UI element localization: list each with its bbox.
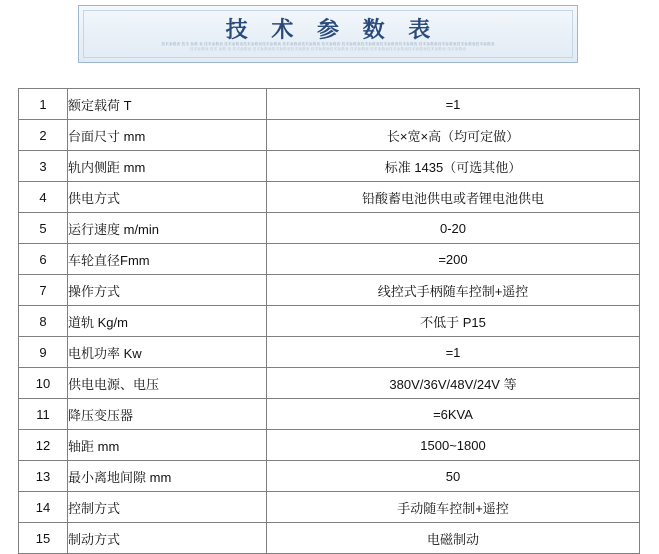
row-index: 11 bbox=[19, 399, 68, 430]
row-value: =6KVA bbox=[267, 399, 640, 430]
row-index: 3 bbox=[19, 151, 68, 182]
table-row bbox=[19, 523, 640, 554]
row-name: 车轮直径Fmm bbox=[68, 244, 267, 275]
row-value: 电磁制动 bbox=[267, 523, 640, 554]
table-row bbox=[19, 368, 640, 399]
banner-subtitle-line2: 技术参数表 技术 参数 表 技术参数表 技术参数表技术参数表技术参数表 技术参数表技术参数表 技术参数表 技术参数表技术参数表技术参数表技术参数表 技术参数表 bbox=[189, 47, 467, 51]
row-value: 1500~1800 bbox=[267, 430, 640, 461]
row-value: =200 bbox=[267, 244, 640, 275]
row-name: 制动方式 bbox=[68, 523, 267, 554]
row-index: 4 bbox=[19, 182, 68, 213]
spec-table-body bbox=[19, 89, 640, 554]
row-index: 9 bbox=[19, 337, 68, 368]
row-name: 轴距 mm bbox=[68, 430, 267, 461]
row-index: 5 bbox=[19, 213, 68, 244]
row-value: 长×宽×高（均可定做） bbox=[267, 120, 640, 151]
row-value: =1 bbox=[267, 89, 640, 120]
spec-table bbox=[18, 88, 640, 554]
row-name: 控制方式 bbox=[68, 492, 267, 523]
banner-subtitle-line1: 技术参数表 技术 参数 表 技术参数表 技术参数表技术参数表技术参数表 技术参数表技术参数表 技术参数表 技术参数表技术参数表技术参数表技术参数表 技术参数表技术参数表技术参数表技术参数表 bbox=[161, 42, 495, 46]
row-index: 7 bbox=[19, 275, 68, 306]
row-name: 供电方式 bbox=[68, 182, 267, 213]
row-index: 10 bbox=[19, 368, 68, 399]
row-value: 铅酸蓄电池供电或者锂电池供电 bbox=[267, 182, 640, 213]
row-name: 轨内侧距 mm bbox=[68, 151, 267, 182]
banner-subtitle bbox=[91, 42, 565, 52]
row-value: 不低于 P15 bbox=[267, 306, 640, 337]
title-banner bbox=[78, 5, 578, 63]
table-row bbox=[19, 213, 640, 244]
table-row bbox=[19, 461, 640, 492]
table-row bbox=[19, 430, 640, 461]
row-index: 12 bbox=[19, 430, 68, 461]
row-name: 操作方式 bbox=[68, 275, 267, 306]
row-name: 供电电源、电压 bbox=[68, 368, 267, 399]
row-index: 13 bbox=[19, 461, 68, 492]
row-index: 1 bbox=[19, 89, 68, 120]
row-index: 2 bbox=[19, 120, 68, 151]
row-name: 降压变压器 bbox=[68, 399, 267, 430]
row-index: 8 bbox=[19, 306, 68, 337]
table-row bbox=[19, 399, 640, 430]
table-row bbox=[19, 492, 640, 523]
table-row bbox=[19, 120, 640, 151]
table-row bbox=[19, 182, 640, 213]
row-name: 电机功率 Kw bbox=[68, 337, 267, 368]
row-value: =1 bbox=[267, 337, 640, 368]
table-row bbox=[19, 275, 640, 306]
table-row bbox=[19, 89, 640, 120]
page-title: 技 术 参 数 表 bbox=[225, 17, 439, 43]
row-index: 14 bbox=[19, 492, 68, 523]
row-value: 线控式手柄随车控制+遥控 bbox=[267, 275, 640, 306]
table-row bbox=[19, 337, 640, 368]
row-value: 手动随车控制+遥控 bbox=[267, 492, 640, 523]
row-name: 最小离地间隙 mm bbox=[68, 461, 267, 492]
row-index: 6 bbox=[19, 244, 68, 275]
row-value: 标准 1435（可选其他） bbox=[267, 151, 640, 182]
row-value: 380V/36V/48V/24V 等 bbox=[267, 368, 640, 399]
row-index: 15 bbox=[19, 523, 68, 554]
row-name: 额定载荷 T bbox=[68, 89, 267, 120]
table-row bbox=[19, 306, 640, 337]
row-value: 50 bbox=[267, 461, 640, 492]
row-name: 道轨 Kg/m bbox=[68, 306, 267, 337]
row-name: 运行速度 m/min bbox=[68, 213, 267, 244]
row-value: 0-20 bbox=[267, 213, 640, 244]
row-name: 台面尺寸 mm bbox=[68, 120, 267, 151]
table-row bbox=[19, 244, 640, 275]
table-row bbox=[19, 151, 640, 182]
